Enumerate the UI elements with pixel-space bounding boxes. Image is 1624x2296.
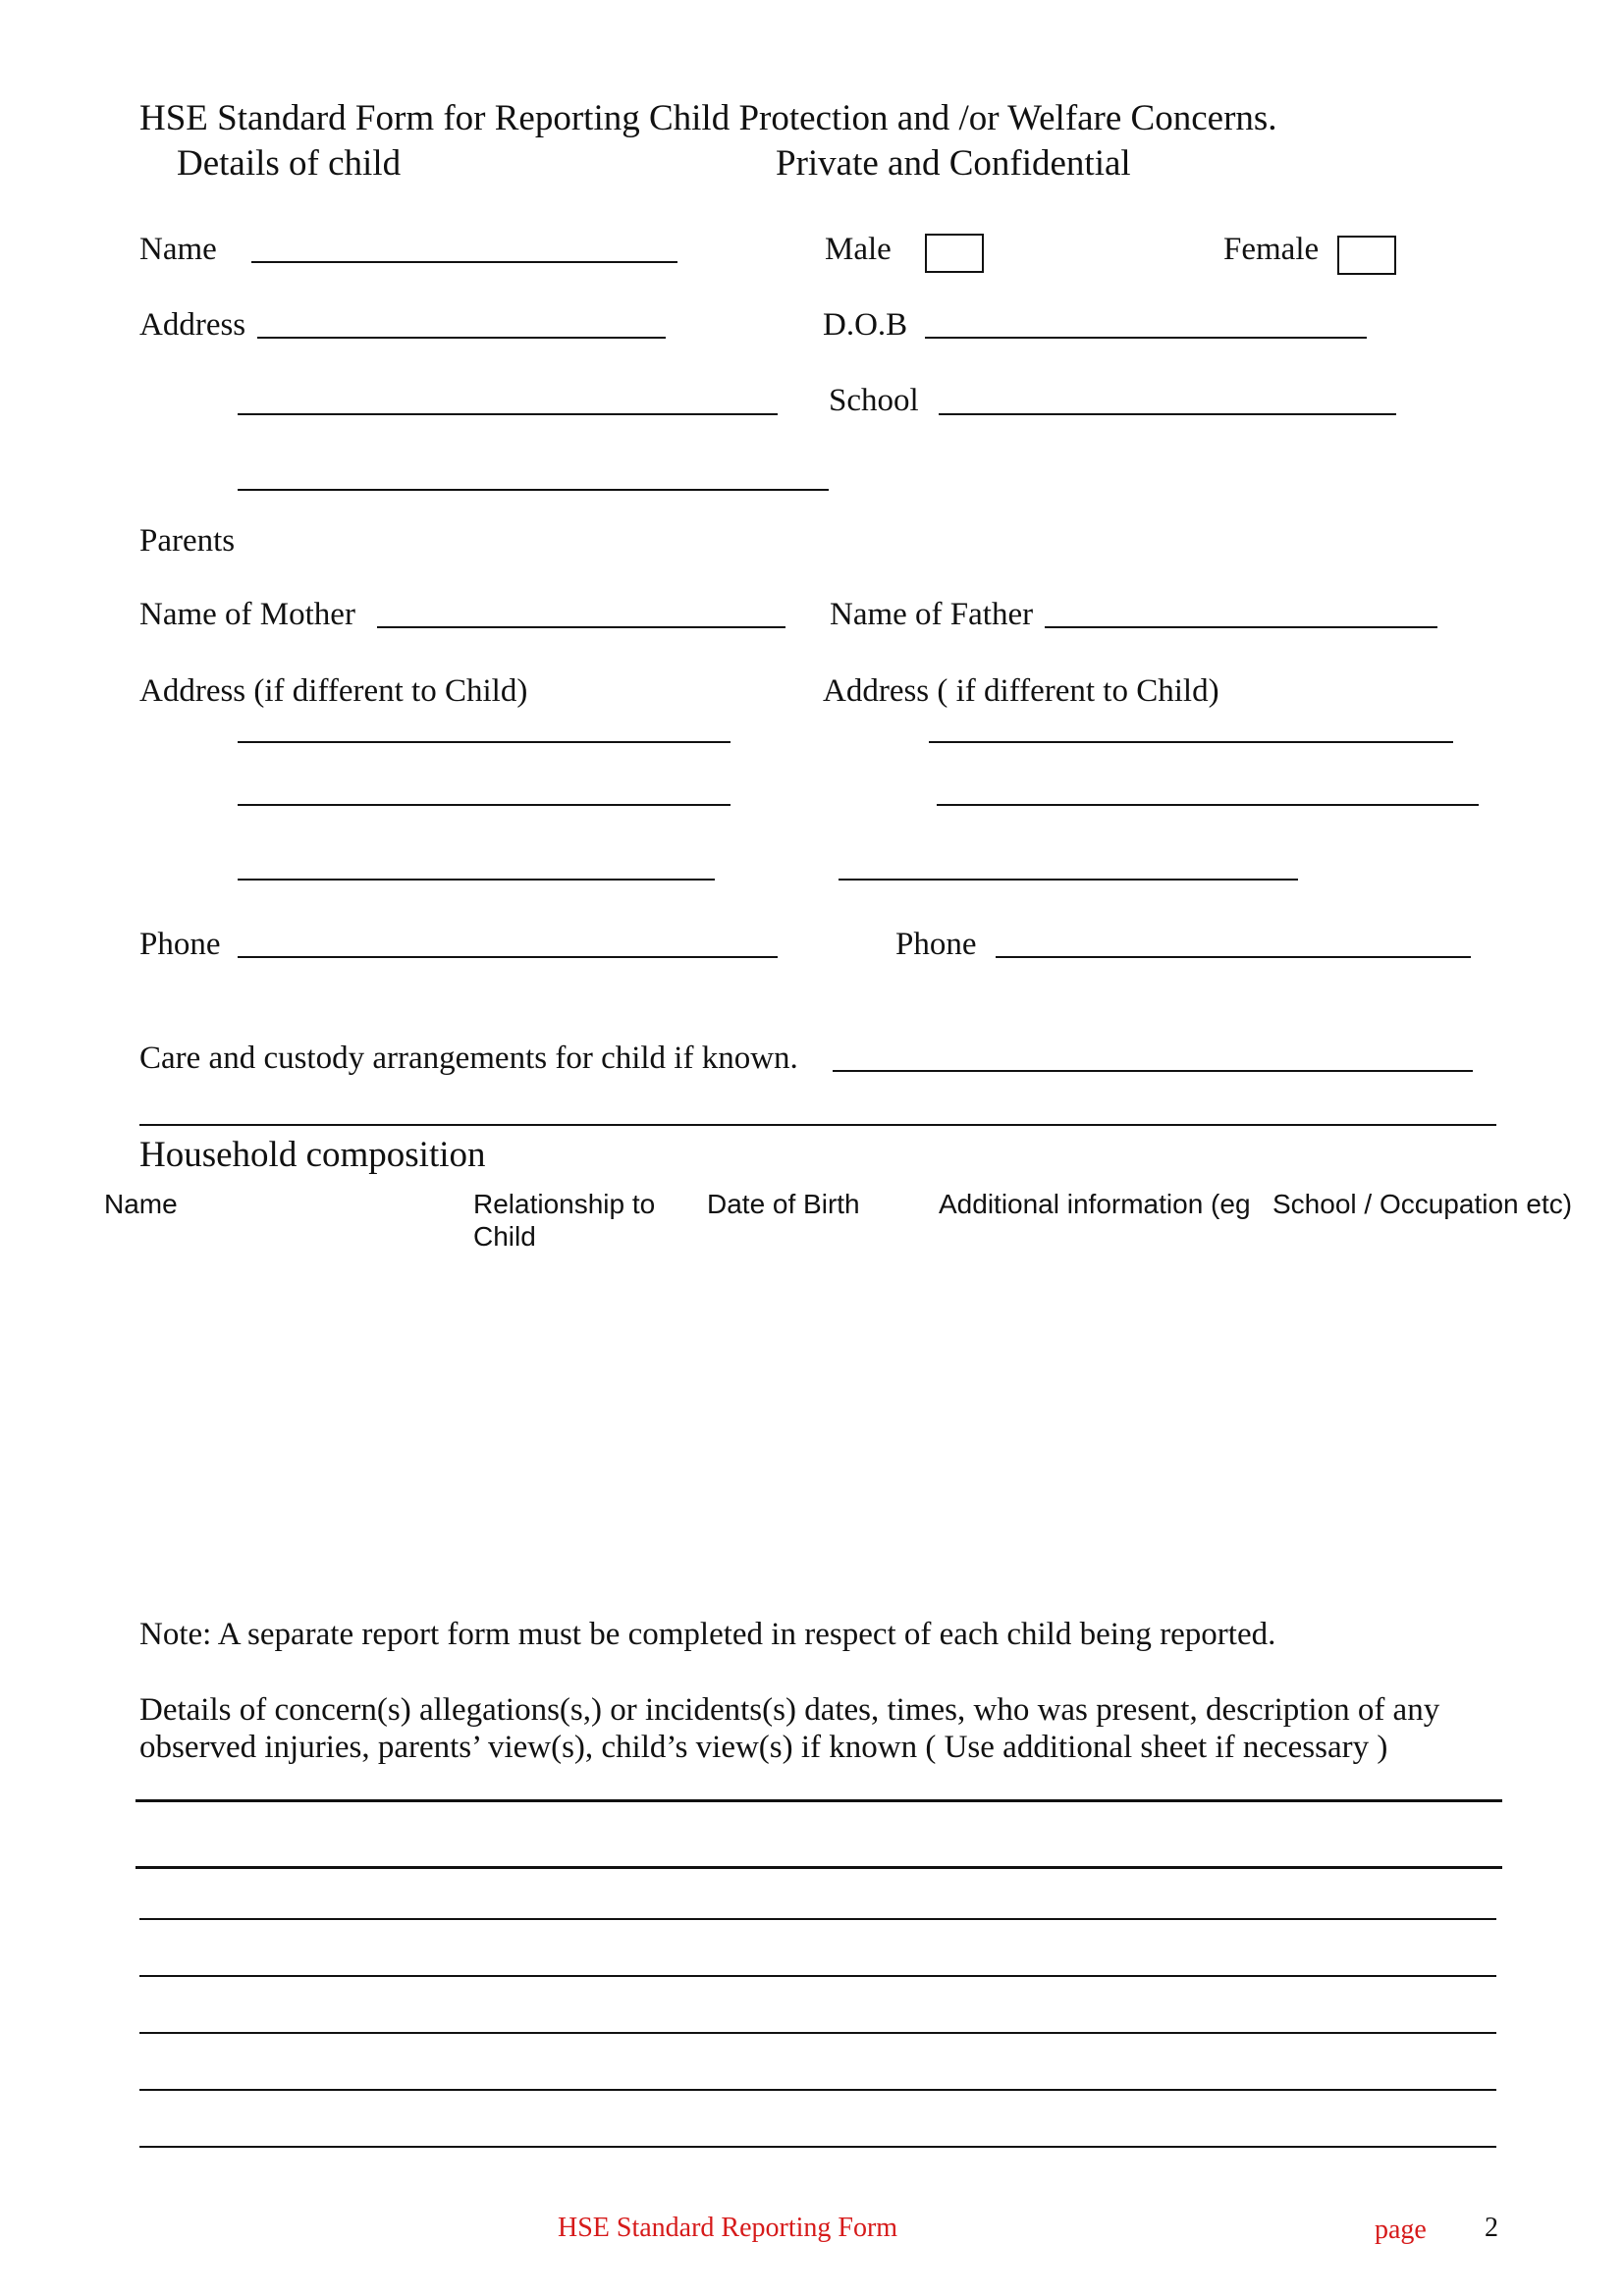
household-col-relationship: Relationship to Child: [473, 1189, 656, 1253]
father-name-label: Name of Father: [830, 597, 1034, 632]
parents-heading: Parents: [139, 523, 236, 559]
father-name-field[interactable]: [1045, 626, 1437, 628]
child-address-label: Address: [139, 307, 246, 343]
section-title-details-of-child: Details of child: [177, 143, 402, 184]
mother-address-field-3[interactable]: [238, 879, 715, 881]
child-address-field-1[interactable]: [257, 337, 666, 339]
household-col-additional: Additional information (eg: [939, 1189, 1251, 1219]
mother-phone-field[interactable]: [238, 956, 778, 958]
father-address-label: Address ( if different to Child): [823, 673, 1219, 709]
mother-address-field-1[interactable]: [238, 741, 731, 743]
separate-form-note: Note: A separate report form must be completed in respect of each child being reported.: [139, 1617, 1276, 1652]
school-label: School: [829, 383, 919, 418]
concerns-line[interactable]: [139, 2089, 1496, 2091]
custody-field-2[interactable]: [139, 1124, 1496, 1126]
female-label: Female: [1223, 232, 1320, 267]
household-col-occupation: School / Occupation etc): [1272, 1189, 1573, 1219]
form-title: HSE Standard Form for Reporting Child Protection and /or Welfare Concerns.: [139, 98, 1277, 138]
footer-page-number: 2: [1485, 2213, 1498, 2243]
household-col-name: Name: [104, 1189, 178, 1219]
father-phone-field[interactable]: [996, 956, 1471, 958]
concerns-line[interactable]: [139, 2146, 1496, 2148]
concerns-line[interactable]: [135, 1866, 1502, 1869]
school-field[interactable]: [939, 413, 1396, 415]
child-name-field[interactable]: [251, 261, 677, 263]
father-address-field-2[interactable]: [937, 804, 1479, 806]
male-checkbox[interactable]: [925, 234, 984, 273]
child-name-label: Name: [139, 232, 217, 267]
concerns-line[interactable]: [135, 1799, 1502, 1802]
female-checkbox[interactable]: [1337, 236, 1396, 275]
household-col-dob: Date of Birth: [707, 1189, 860, 1219]
mother-address-field-2[interactable]: [238, 804, 731, 806]
dob-field[interactable]: [925, 337, 1367, 339]
concerns-line[interactable]: [139, 2032, 1496, 2034]
household-heading: Household composition: [139, 1135, 486, 1175]
concerns-instructions-line-1: Details of concern(s) allegations(s,) or incidents(s) dates, times, who was present, description of any: [139, 1692, 1440, 1728]
footer-form-name: HSE Standard Reporting Form: [558, 2213, 898, 2243]
father-address-field-1[interactable]: [929, 741, 1453, 743]
mother-name-field[interactable]: [377, 626, 785, 628]
concerns-line[interactable]: [139, 1918, 1496, 1920]
mother-phone-label: Phone: [139, 927, 221, 962]
mother-name-label: Name of Mother: [139, 597, 355, 632]
concerns-line[interactable]: [139, 1975, 1496, 1977]
custody-field[interactable]: [833, 1070, 1473, 1072]
footer-page-label: page: [1375, 2215, 1427, 2245]
mother-address-label: Address (if different to Child): [139, 673, 528, 709]
custody-label: Care and custody arrangements for child if known.: [139, 1041, 798, 1076]
dob-label: D.O.B: [823, 307, 908, 343]
confidential-label: Private and Confidential: [776, 143, 1131, 184]
father-phone-label: Phone: [895, 927, 977, 962]
concerns-instructions-line-2: observed injuries, parents’ view(s), child’s view(s) if known ( Use additional sheet if necessary ): [139, 1730, 1388, 1765]
male-label: Male: [825, 232, 892, 267]
child-address-field-2[interactable]: [238, 413, 778, 415]
child-address-field-3[interactable]: [238, 489, 829, 491]
father-address-field-3[interactable]: [839, 879, 1298, 881]
